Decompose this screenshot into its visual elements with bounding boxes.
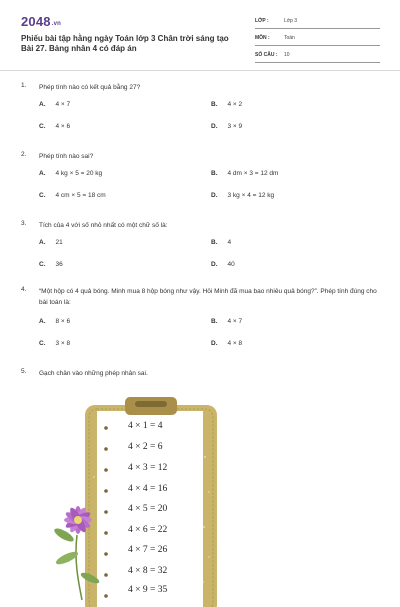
option-letter: A. [39, 239, 46, 246]
option-letter: A. [39, 318, 46, 325]
option-letter: A. [39, 170, 46, 177]
equation-7[interactable]: 4 × 7 = 26 [128, 545, 168, 555]
option-text: 4 × 7 [55, 101, 71, 108]
logo-tld: .vn [51, 21, 62, 27]
option-text: 4 × 8 [227, 340, 243, 347]
header-divider [0, 70, 400, 71]
option-letter: C. [39, 261, 46, 268]
option-4c[interactable] [39, 340, 70, 347]
option-2a[interactable] [39, 170, 102, 177]
option-letter: B. [211, 101, 218, 108]
equation-4[interactable]: 4 × 4 = 16 [128, 484, 168, 494]
option-1c[interactable] [39, 123, 70, 130]
meta-row-grade [255, 14, 380, 29]
question-number: 5. [21, 368, 27, 375]
option-text: 36 [55, 261, 63, 268]
option-letter: D. [211, 123, 218, 130]
option-letter: B. [211, 170, 218, 177]
equation-6[interactable]: 4 × 6 = 22 [128, 525, 168, 535]
option-3b[interactable] [211, 239, 231, 246]
meta-label: MÔN : [255, 35, 270, 41]
option-1d[interactable] [211, 123, 242, 130]
option-letter: D. [211, 192, 218, 199]
equation-8[interactable]: 4 × 8 = 32 [128, 566, 168, 576]
question-number: 3. [21, 220, 27, 227]
option-4a[interactable] [39, 318, 70, 325]
site-logo[interactable] [21, 14, 61, 29]
meta-value: 10 [284, 52, 290, 58]
meta-value: Toán [284, 35, 295, 41]
option-text: 4 × 6 [55, 123, 71, 130]
option-3a[interactable] [39, 239, 63, 246]
option-letter: C. [39, 123, 46, 130]
option-2d[interactable] [211, 192, 274, 199]
option-letter: D. [211, 340, 218, 347]
option-text: 4 cm × 5 = 18 cm [55, 192, 106, 199]
option-text: 40 [227, 261, 235, 268]
option-2c[interactable] [39, 192, 106, 199]
question-text: Gạch chân vào những phép nhân sai. [39, 370, 148, 377]
option-letter: B. [211, 239, 218, 246]
option-3c[interactable] [39, 261, 63, 268]
worksheet-header [0, 0, 400, 68]
option-text: 4 × 2 [227, 101, 243, 108]
meta-label: SỐ CÂU : [255, 52, 278, 58]
option-text: 3 × 8 [55, 340, 71, 347]
option-text: 4 × 7 [227, 318, 243, 325]
option-1a[interactable] [39, 101, 70, 108]
flower-decoration-icon [44, 490, 104, 600]
question-number: 1. [21, 82, 27, 89]
question-number: 2. [21, 151, 27, 158]
option-text: 4 kg × 5 = 20 kg [55, 170, 103, 177]
question-text: Phép tính nào sai? [39, 153, 94, 160]
option-letter: B. [211, 318, 218, 325]
option-text: 3 × 9 [227, 123, 243, 130]
option-1b[interactable] [211, 101, 242, 108]
option-3d[interactable] [211, 261, 235, 268]
option-letter: A. [39, 101, 46, 108]
equation-1[interactable]: 4 × 1 = 4 [128, 421, 163, 431]
meta-value: Lớp 3 [284, 18, 298, 24]
equation-9[interactable]: 4 × 9 = 35 [128, 585, 168, 595]
option-text: 3 kg × 4 = 12 kg [227, 192, 275, 199]
option-2b[interactable] [211, 170, 278, 177]
option-letter: D. [211, 261, 218, 268]
option-letter: C. [39, 192, 46, 199]
worksheet-meta [255, 14, 380, 65]
logo-main: 2048 [21, 14, 51, 29]
question-text: “Một hộp có 4 quả bóng. Minh mua 8 hộp bóng như vậy. Hỏi Minh đã mua bao nhiêu quả bóng?”. Phép tính đúng cho bài toán là: [39, 288, 377, 306]
option-text: 4 dm × 3 = 12 dm [227, 170, 279, 177]
meta-row-subject [255, 31, 380, 46]
equation-3[interactable]: 4 × 3 = 12 [128, 463, 168, 473]
question-text: Phép tính nào có kết quả bằng 27? [39, 84, 141, 91]
question-number: 4. [21, 286, 27, 293]
option-4b[interactable] [211, 318, 242, 325]
equation-2[interactable]: 4 × 2 = 6 [128, 442, 163, 452]
meta-label: LỚP : [255, 18, 269, 24]
option-text: 21 [55, 239, 63, 246]
option-text: 4 [227, 239, 232, 246]
option-letter: C. [39, 340, 46, 347]
question-text: Tích của 4 với số nhỏ nhất có một chữ số là: [39, 222, 168, 229]
option-4d[interactable] [211, 340, 242, 347]
option-text: 8 × 6 [55, 318, 71, 325]
meta-row-count [255, 48, 380, 63]
worksheet-title: Phiếu bài tập hằng ngày Toán lớp 3 Chân trời sáng tạo Bài 27. Bảng nhân 4 có đáp án [21, 34, 229, 53]
equation-5[interactable]: 4 × 5 = 20 [128, 504, 168, 514]
